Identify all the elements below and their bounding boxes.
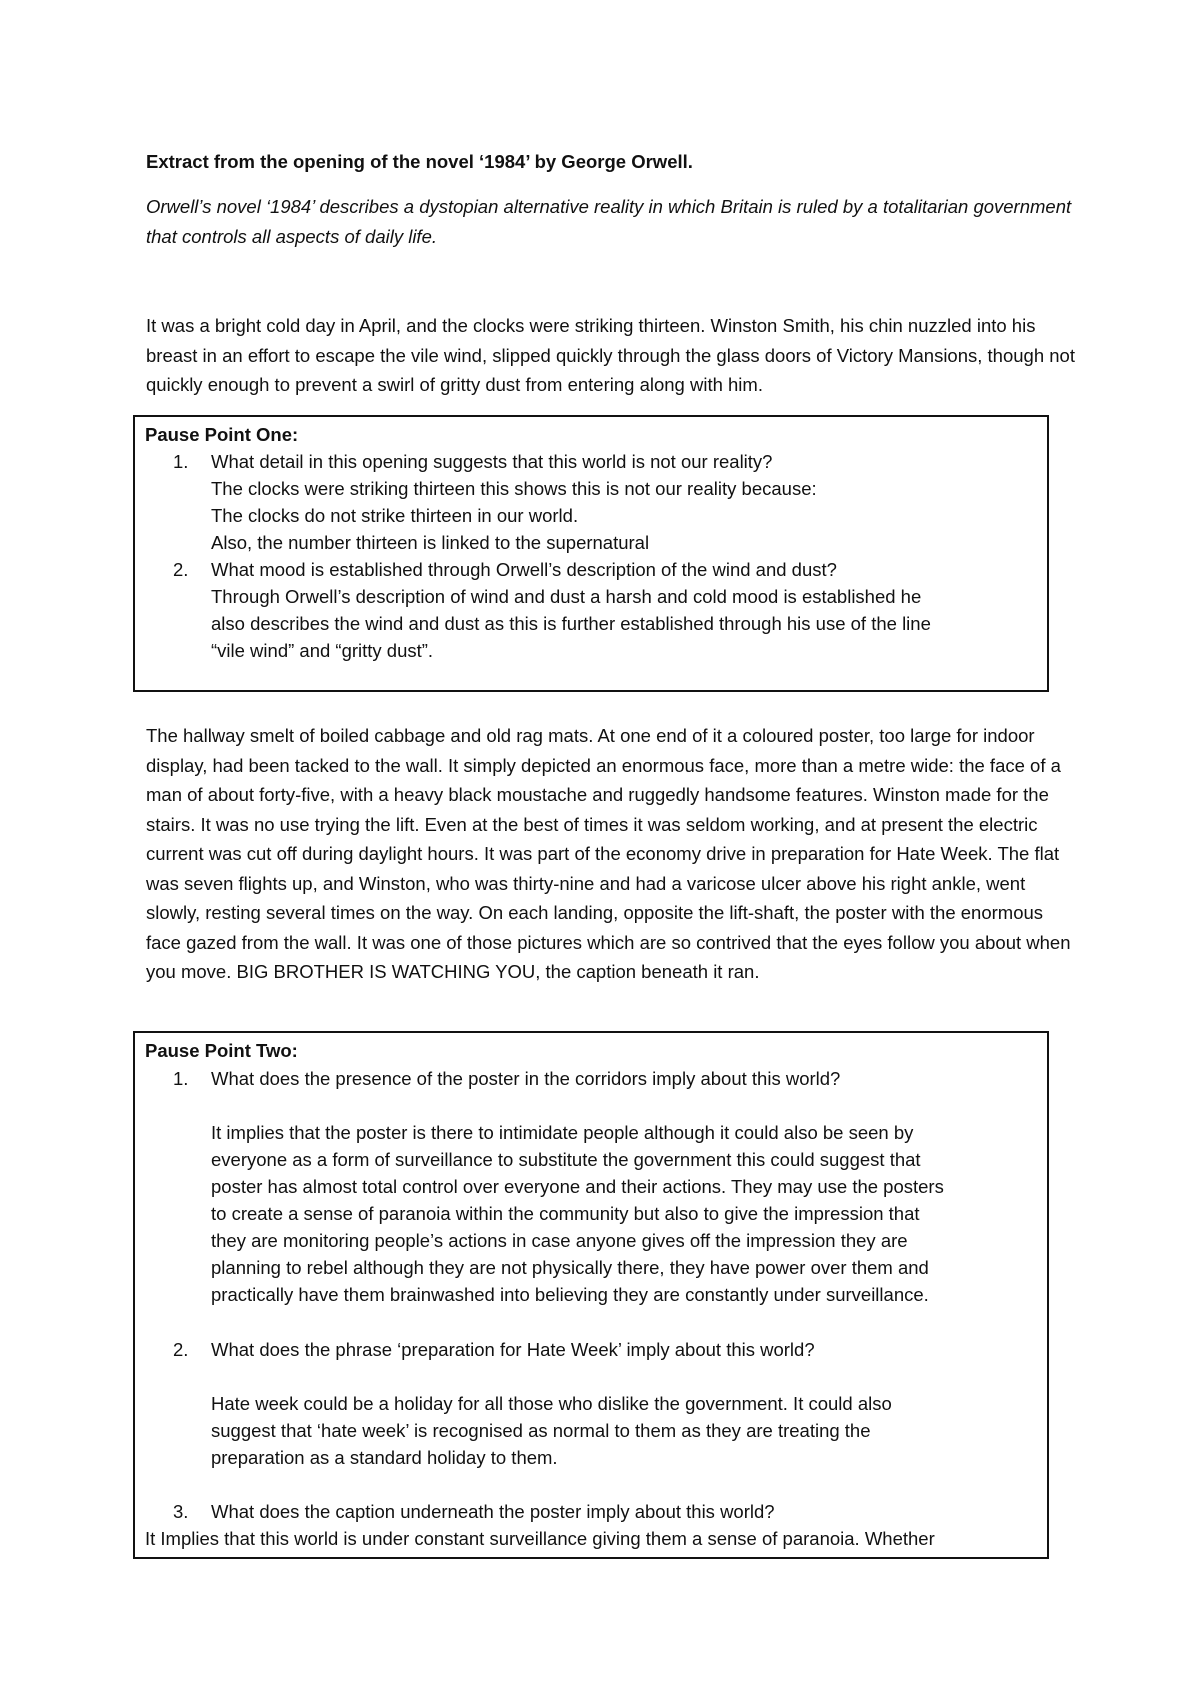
pause-two-answer-1 <box>211 1119 1031 1308</box>
question-text: What does the caption underneath the poster imply about this world? <box>211 1501 775 1522</box>
question-text: What does the presence of the poster in the corridors imply about this world? <box>211 1068 841 1089</box>
question-text: What mood is established through Orwell’s description of the wind and dust? <box>211 559 837 580</box>
answer-line: Hate week could be a holiday for all those who dislike the government. It could also <box>211 1393 892 1414</box>
question-text: What does the phrase ‘preparation for Hate Week’ imply about this world? <box>211 1339 815 1360</box>
extract-paragraph-2: The hallway smelt of boiled cabbage and old rag mats. At one end of it a coloured poster, too large for indoor display, had been tacked to the wall. It simply depicted an enormous face, more than a metre wide: the face of a man of about forty-five, with a heavy black moustache and ruggedly handsome features. Winston made for the stairs. It was no use trying the lift. Even at the best of times it was seldom working, and at present the electric current was cut off during daylight hours. It was part of the economy drive in preparation for Hate Week. The flat was seven flights up, and Winston, who was thirty-nine and had a varicose ulcer above his right ankle, went slowly, resting several times on the way. On each landing, opposite the lift-shaft, the poster with the enormous face gazed from the wall. It was one of those pictures which are so contrived that the eyes follow you about when you move. BIG BROTHER IS WATCHING YOU, the caption beneath it ran. <box>146 725 1071 982</box>
question-text: What detail in this opening suggests that this world is not our reality? <box>211 451 773 472</box>
answer-line: to create a sense of paranoia within the community but also to give the impression that <box>211 1203 920 1224</box>
answer-line: suggest that ‘hate week’ is recognised as normal to them as they are treating the <box>211 1420 871 1441</box>
question-number: 1. <box>173 451 189 472</box>
pause-one-answer-2 <box>211 583 1031 664</box>
answer-line: they are monitoring people’s actions in case anyone gives off the impression they are <box>211 1230 908 1251</box>
question-number: 2. <box>173 1339 189 1360</box>
pause-two-answer-3: It Implies that this world is under constant surveillance giving them a sense of paranoia. Whether <box>145 1528 935 1549</box>
answer-line: planning to rebel although they are not physically there, they have power over them and <box>211 1257 929 1278</box>
pause-two-answer-2 <box>211 1390 1031 1471</box>
answer-line: Also, the number thirteen is linked to the supernatural <box>211 532 650 553</box>
answer-line: also describes the wind and dust as this is further established through his use of the line <box>211 613 931 634</box>
question-number: 3. <box>173 1501 189 1522</box>
answer-line: The clocks were striking thirteen this shows this is not our reality because: <box>211 478 817 499</box>
answer-line: practically have them brainwashed into believing they are constantly under surveillance. <box>211 1284 929 1305</box>
answer-line: everyone as a form of surveillance to substitute the government this could suggest that <box>211 1149 921 1170</box>
extract-paragraph-1: It was a bright cold day in April, and the clocks were striking thirteen. Winston Smith, his chin nuzzled into his breast in an effort to escape the vile wind, slipped quickly through the glass doors of Victory Mansions, though not quickly enough to prevent a swirl of gritty dust from entering along with him. <box>146 315 1075 395</box>
answer-line: It implies that the poster is there to intimidate people although it could also be seen by <box>211 1122 914 1143</box>
pause-point-one-box <box>133 415 1049 692</box>
question-number: 2. <box>173 559 189 580</box>
intro-paragraph: Orwell’s novel ‘1984’ describes a dystopian alternative reality in which Britain is ruled by a totalitarian government that controls all aspects of daily life. <box>146 196 1072 247</box>
document-title: Extract from the opening of the novel ‘1984’ by George Orwell. <box>146 151 693 172</box>
answer-line: poster has almost total control over everyone and their actions. They may use the posters <box>211 1176 944 1197</box>
answer-line: Through Orwell’s description of wind and dust a harsh and cold mood is established he <box>211 586 922 607</box>
pause-point-one-heading: Pause Point One: <box>145 424 299 445</box>
answer-line: preparation as a standard holiday to them. <box>211 1447 558 1468</box>
question-number: 1. <box>173 1068 189 1089</box>
pause-point-two-heading: Pause Point Two: <box>145 1040 298 1061</box>
answer-line: The clocks do not strike thirteen in our world. <box>211 505 579 526</box>
answer-line: “vile wind” and “gritty dust”. <box>211 640 434 661</box>
pause-one-answer-1 <box>211 475 1031 556</box>
pause-point-two-box <box>133 1031 1049 1559</box>
